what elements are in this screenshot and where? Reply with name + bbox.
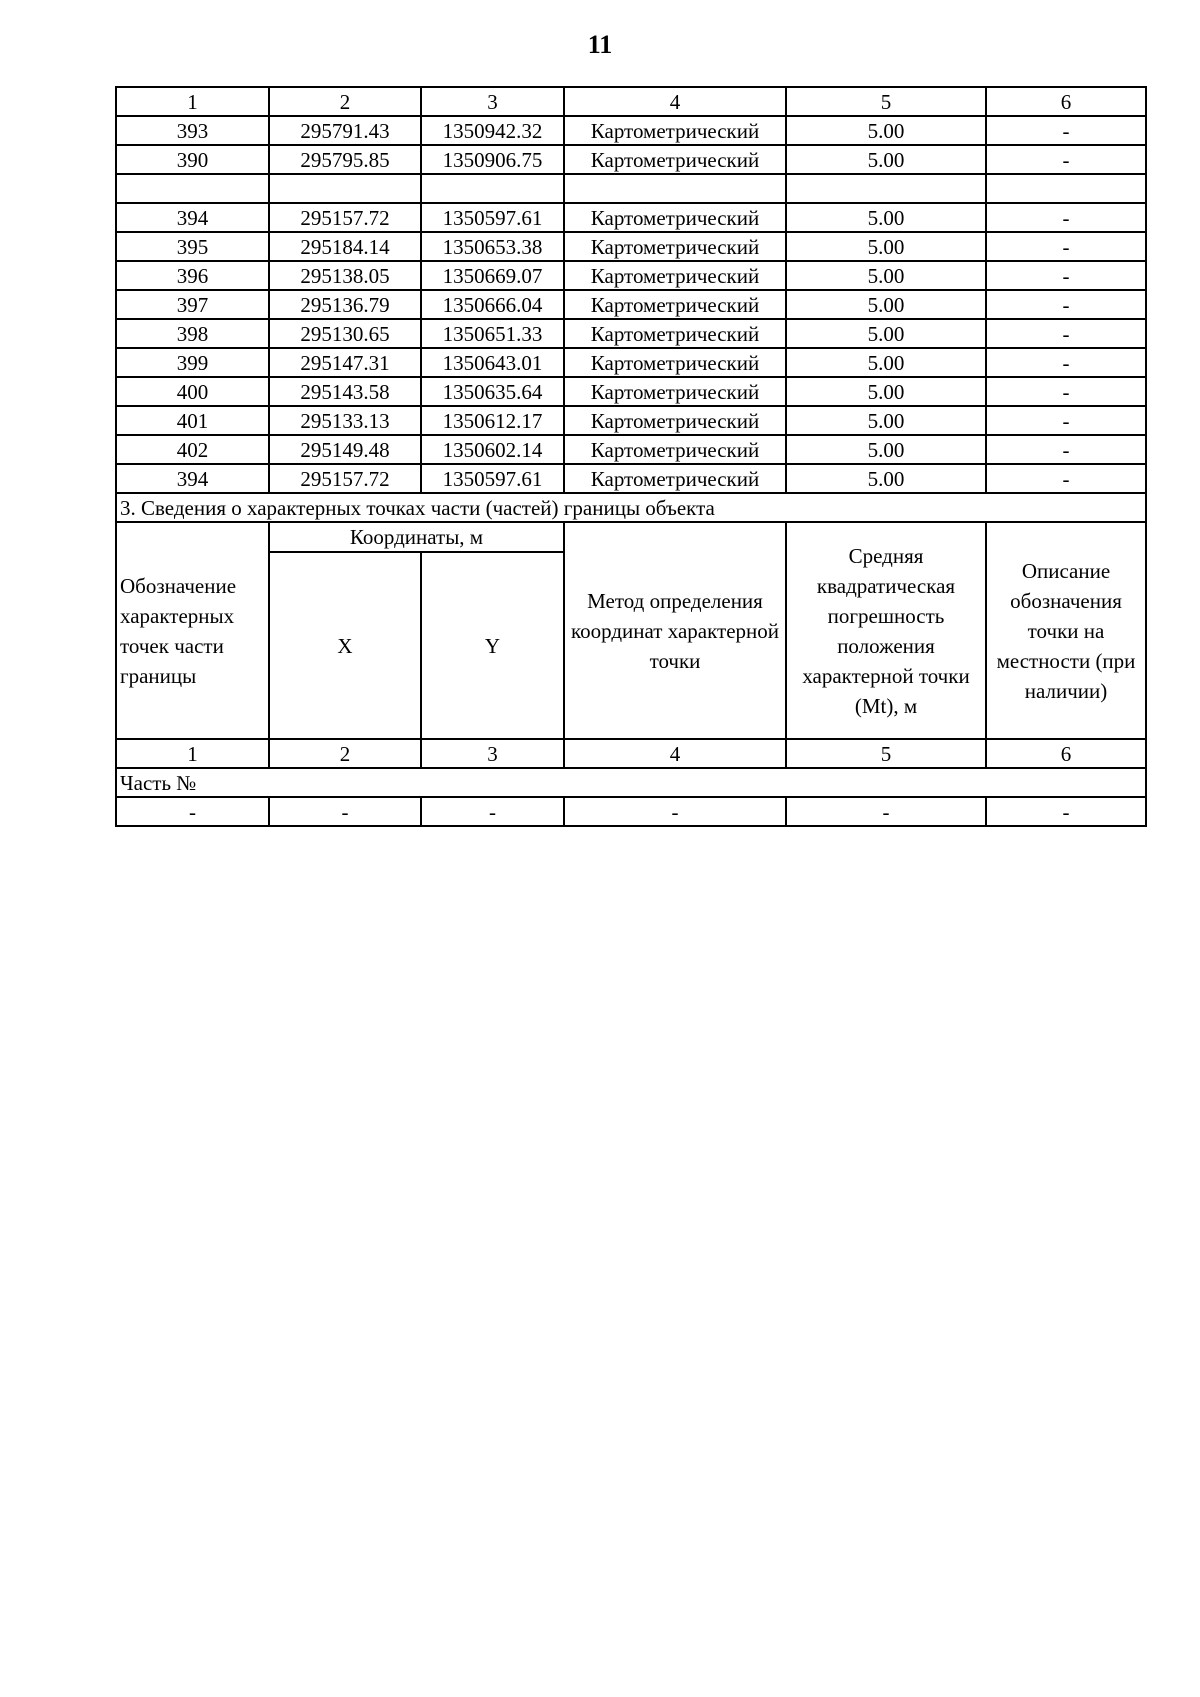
- top-table-body: [116, 87, 1146, 174]
- x-coordinate-cell: 295795.85: [269, 145, 421, 174]
- point-number-cell: 394: [116, 464, 269, 493]
- table-row: [116, 203, 1146, 232]
- method-header: Метод определения координат характерной точки: [564, 522, 786, 739]
- y-coordinate-cell: 1350906.75: [421, 145, 564, 174]
- y-coordinate-cell: 1350651.33: [421, 319, 564, 348]
- x-coordinate-cell: 295138.05: [269, 261, 421, 290]
- table-row: [116, 435, 1146, 464]
- y-coordinate-cell: 1350669.07: [421, 261, 564, 290]
- part-label: Часть №: [116, 768, 1146, 797]
- y-coordinate-cell: 1350602.14: [421, 435, 564, 464]
- point-number-cell: 393: [116, 116, 269, 145]
- error-header: Средняя квадратическая погрешность положения характерной точки (Mt), м: [786, 522, 986, 739]
- error-cell: 5.00: [786, 261, 986, 290]
- point-number-cell: 402: [116, 435, 269, 464]
- column-number: 2: [269, 87, 421, 116]
- x-coordinate-cell: 295130.65: [269, 319, 421, 348]
- table-row: [116, 348, 1146, 377]
- error-cell: 5.00: [786, 116, 986, 145]
- table-cell: -: [269, 797, 421, 826]
- error-cell: 5.00: [786, 232, 986, 261]
- point-number-cell: 394: [116, 203, 269, 232]
- description-cell: -: [986, 203, 1146, 232]
- section3-body: [116, 493, 1146, 826]
- error-cell: 5.00: [786, 464, 986, 493]
- empty-row: [116, 174, 1146, 203]
- x-coordinate-cell: 295184.14: [269, 232, 421, 261]
- y-header: Y: [421, 552, 564, 739]
- error-cell: 5.00: [786, 348, 986, 377]
- point-number-cell: 395: [116, 232, 269, 261]
- table-row: [116, 464, 1146, 493]
- table-row: [116, 377, 1146, 406]
- point-number-cell: 390: [116, 145, 269, 174]
- description-cell: -: [986, 261, 1146, 290]
- description-cell: -: [986, 348, 1146, 377]
- description-cell: -: [986, 290, 1146, 319]
- column-number: 6: [986, 87, 1146, 116]
- second-contour-body: [116, 203, 1146, 493]
- point-number-cell: 396: [116, 261, 269, 290]
- table-cell: -: [786, 797, 986, 826]
- method-cell: Картометрический: [564, 406, 786, 435]
- method-cell: Картометрический: [564, 203, 786, 232]
- y-coordinate-cell: 1350635.64: [421, 377, 564, 406]
- column-number: 1: [116, 739, 269, 768]
- y-coordinate-cell: 1350612.17: [421, 406, 564, 435]
- table-gap: [116, 174, 1146, 203]
- column-number: 4: [564, 739, 786, 768]
- description-cell: -: [986, 377, 1146, 406]
- column-number: 2: [269, 739, 421, 768]
- description-cell: -: [986, 232, 1146, 261]
- x-coordinate-cell: 295147.31: [269, 348, 421, 377]
- method-cell: Картометрический: [564, 377, 786, 406]
- point-number-cell: 397: [116, 290, 269, 319]
- column-number: 1: [116, 87, 269, 116]
- table-row: [116, 319, 1146, 348]
- error-cell: 5.00: [786, 203, 986, 232]
- y-coordinate-cell: 1350597.61: [421, 203, 564, 232]
- method-cell: Картометрический: [564, 261, 786, 290]
- x-coordinate-cell: 295133.13: [269, 406, 421, 435]
- column-number: 3: [421, 739, 564, 768]
- description-cell: -: [986, 435, 1146, 464]
- point-number-cell: 398: [116, 319, 269, 348]
- column-number: 3: [421, 87, 564, 116]
- error-cell: 5.00: [786, 145, 986, 174]
- coordinates-header: Координаты, м: [269, 522, 564, 552]
- method-cell: Картометрический: [564, 232, 786, 261]
- description-cell: -: [986, 319, 1146, 348]
- section3-column-numbers-row: [116, 739, 1146, 768]
- table-cell: -: [564, 797, 786, 826]
- x-coordinate-cell: 295157.72: [269, 464, 421, 493]
- method-cell: Картометрический: [564, 435, 786, 464]
- coordinates-table: [115, 86, 1147, 827]
- y-coordinate-cell: 1350942.32: [421, 116, 564, 145]
- method-cell: Картометрический: [564, 145, 786, 174]
- column-numbers-row: [116, 87, 1146, 116]
- table-row: [116, 145, 1146, 174]
- part-row: [116, 768, 1146, 797]
- x-header: X: [269, 552, 421, 739]
- table-row: [116, 261, 1146, 290]
- description-cell: -: [986, 116, 1146, 145]
- method-cell: Картометрический: [564, 116, 786, 145]
- column-number: 5: [786, 87, 986, 116]
- table-cell: -: [116, 797, 269, 826]
- section3-title-row: [116, 493, 1146, 522]
- designation-header: Обозначение характерных точек части границы: [116, 522, 269, 739]
- description-cell: -: [986, 464, 1146, 493]
- description-cell: -: [986, 406, 1146, 435]
- point-number-cell: 399: [116, 348, 269, 377]
- table-row: [116, 290, 1146, 319]
- y-coordinate-cell: 1350643.01: [421, 348, 564, 377]
- column-number: 5: [786, 739, 986, 768]
- point-number-cell: 400: [116, 377, 269, 406]
- description-cell: -: [986, 145, 1146, 174]
- error-cell: 5.00: [786, 319, 986, 348]
- y-coordinate-cell: 1350666.04: [421, 290, 564, 319]
- description-header: Описание обозначения точки на местности (при наличии): [986, 522, 1146, 739]
- table-cell: -: [421, 797, 564, 826]
- page-number: 11: [587, 30, 613, 59]
- x-coordinate-cell: 295149.48: [269, 435, 421, 464]
- table-row: [116, 116, 1146, 145]
- column-number: 4: [564, 87, 786, 116]
- empty-data-row: [116, 797, 1146, 826]
- error-cell: 5.00: [786, 290, 986, 319]
- x-coordinate-cell: 295136.79: [269, 290, 421, 319]
- method-cell: Картометрический: [564, 319, 786, 348]
- point-number-cell: 401: [116, 406, 269, 435]
- table-row: [116, 232, 1146, 261]
- x-coordinate-cell: 295143.58: [269, 377, 421, 406]
- error-cell: 5.00: [786, 406, 986, 435]
- x-coordinate-cell: 295791.43: [269, 116, 421, 145]
- x-coordinate-cell: 295157.72: [269, 203, 421, 232]
- table-row: [116, 406, 1146, 435]
- method-cell: Картометрический: [564, 348, 786, 377]
- column-number: 6: [986, 739, 1146, 768]
- y-coordinate-cell: 1350597.61: [421, 464, 564, 493]
- error-cell: 5.00: [786, 377, 986, 406]
- error-cell: 5.00: [786, 435, 986, 464]
- y-coordinate-cell: 1350653.38: [421, 232, 564, 261]
- section-title: 3. Сведения о характерных точках части (частей) границы объекта: [116, 493, 1146, 522]
- table-cell: -: [986, 797, 1146, 826]
- method-cell: Картометрический: [564, 290, 786, 319]
- method-cell: Картометрический: [564, 464, 786, 493]
